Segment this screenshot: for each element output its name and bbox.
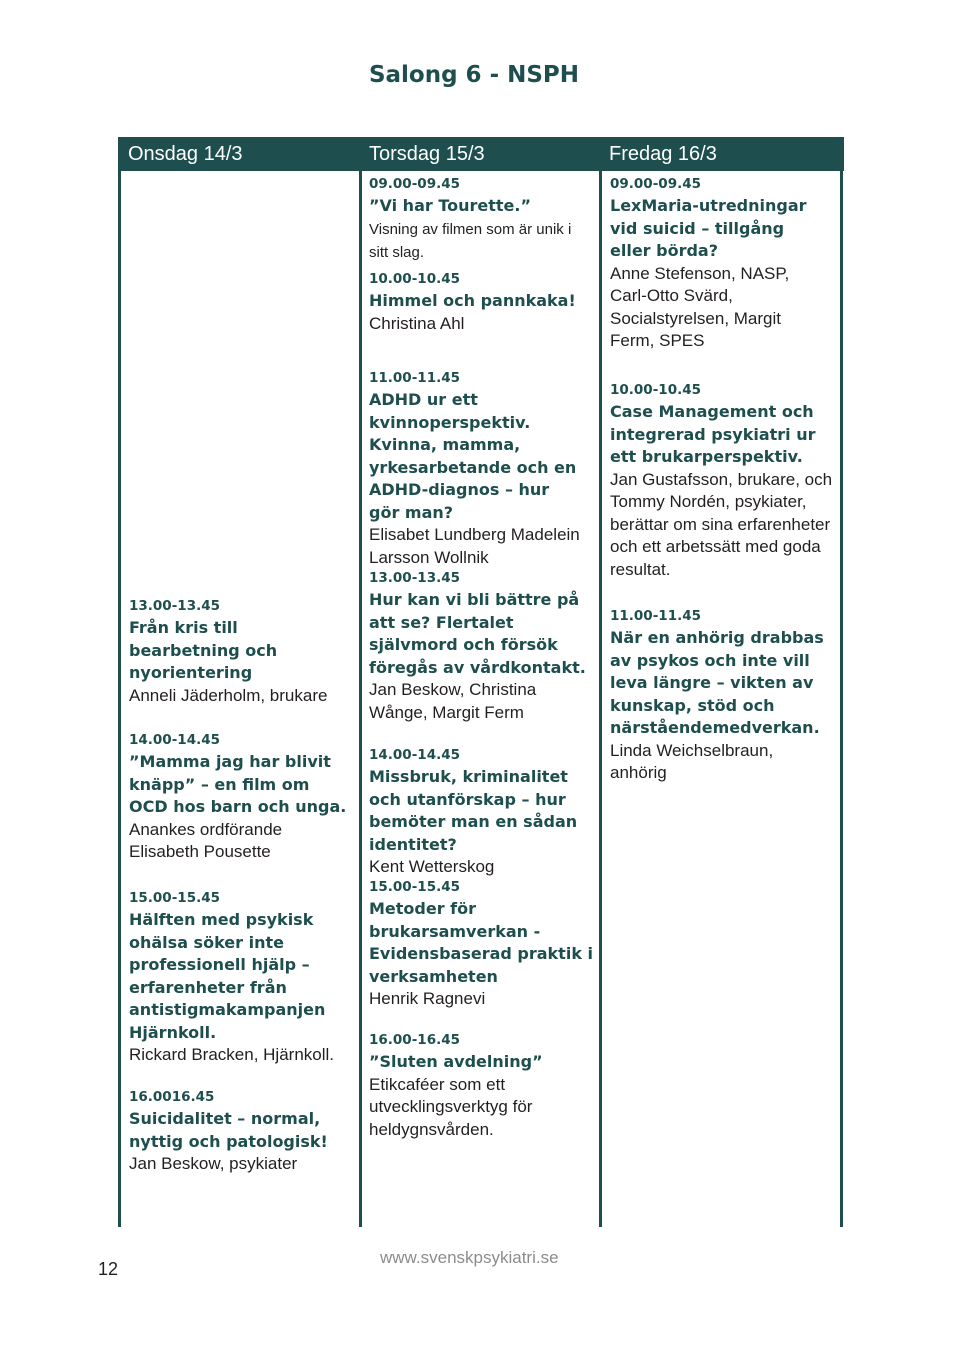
session-speakers: Christina Ahl (369, 313, 465, 333)
session (610, 173, 830, 353)
session-time: 15.00-15.45 (369, 879, 461, 895)
session-title: När en anhörig drabbas av psykos och inte vill leva längre – vikten av kunskap, stöd och närståendemedverkan. (610, 628, 824, 737)
session-time: 13.00-13.45 (129, 598, 221, 614)
column-divider (359, 137, 362, 1227)
session-speakers: Rickard Bracken, Hjärnkoll. (129, 1045, 335, 1064)
column-divider (840, 137, 843, 1227)
day-header-thursday: Torsdag 15/3 (369, 143, 485, 165)
session-time: 16.00-16.45 (369, 1032, 461, 1048)
session (369, 1029, 579, 1141)
session-title: Missbruk, kriminalitet och utanförskap – hur bemöter man en sådan identitet? (369, 767, 578, 854)
day-header-friday: Fredag 16/3 (609, 143, 717, 165)
session-title: ”Mamma jag har blivit knäpp” – en film om OCD hos barn och unga. (129, 752, 347, 816)
column-divider (118, 137, 121, 1227)
session-title: Metoder för brukarsamverkan - Evidensbaserad praktik i verksamheten (369, 899, 594, 986)
session (369, 744, 599, 879)
session-speakers: Jan Beskow, psykiater (129, 1154, 298, 1173)
session-speakers: Anne Stefenson, NASP, Carl-Otto Svärd, Socialstyrelsen, Margit Ferm, SPES (610, 263, 790, 350)
session (610, 605, 835, 785)
session-time: 14.00-14.45 (369, 747, 461, 763)
session-time: 09.00-09.45 (610, 176, 702, 192)
session (610, 379, 840, 581)
session-time: 10.00-10.45 (369, 271, 461, 287)
session-title: Från kris till bearbetning och nyorientering (129, 618, 278, 682)
session-title: ”Vi har Tourette.” (369, 196, 531, 215)
session-time: 15.00-15.45 (129, 890, 221, 906)
session-speakers: Jan Gustafsson, brukare, och Tommy Nordén, psykiater, berättar om sina erfarenheter och ett arbetssätt med goda resultat. (610, 469, 833, 579)
session-title: ”Sluten avdelning” (369, 1052, 543, 1071)
session-speakers: Anneli Jäderholm, brukare (129, 685, 328, 705)
session-title: Case Management och integrerad psykiatri ur ett brukarperspektiv. (610, 402, 816, 466)
session-title: LexMaria-utredningar vid suicid – tillgång eller börda? (610, 196, 807, 260)
session-speakers: Jan Beskow, Christina Wånge, Margit Ferm (369, 680, 537, 722)
session-speakers: Henrik Ragnevi (369, 989, 486, 1008)
day-header-wednesday: Onsdag 14/3 (128, 143, 243, 165)
session (369, 876, 594, 1011)
session (369, 567, 599, 724)
session-speakers: Visning av filmen som är unik i sitt slag. (369, 220, 572, 261)
session-time: 10.00-10.45 (610, 382, 702, 398)
session-speakers: Anankes ordförande Elisabeth Pousette (129, 819, 283, 861)
session (129, 1086, 351, 1176)
session-title: Himmel och pannkaka! (369, 291, 576, 310)
session-title: Hur kan vi bli bättre på att se? Flertalet självmord och försök föregås av vårdkontakt. (369, 590, 586, 677)
session (129, 729, 351, 864)
page-number: 12 (98, 1259, 119, 1279)
session-time: 14.00-14.45 (129, 732, 221, 748)
session-title: ADHD ur ett kvinnoperspektiv. Kvinna, mamma, yrkesarbetande och en ADHD-diagnos – hur gör man? (369, 390, 577, 522)
session-speakers: Kent Wetterskog (369, 857, 495, 876)
schedule-header (118, 137, 844, 171)
session-speakers: Linda Weichselbraun, anhörig (610, 740, 774, 782)
session-time: 09.00-09.45 (369, 176, 461, 192)
session (369, 173, 584, 265)
column-divider (599, 137, 602, 1227)
session (129, 887, 351, 1067)
session-time: 13.00-13.45 (369, 570, 461, 586)
session-title: Hälften med psykisk ohälsa söker inte professionell hjälp – erfarenheter från antistigmakampanjen Hjärnkoll. (129, 910, 326, 1042)
session (369, 367, 584, 569)
session-time: 16.0016.45 (129, 1089, 215, 1105)
session-speakers: Elisabet Lundberg Madelein Larsson Wollnik (369, 525, 580, 567)
session-title: Suicidalitet – normal, nyttig och patologisk! (129, 1109, 328, 1151)
website-url: www.svenskpsykiatri.se (380, 1248, 559, 1267)
session-time: 11.00-11.45 (369, 370, 461, 386)
session-speakers: Etikcaféer som ett utvecklingsverktyg för heldygnsvården. (369, 1074, 533, 1139)
session (129, 595, 351, 707)
page-title: Salong 6 - NSPH (368, 62, 580, 88)
session (369, 268, 599, 335)
session-time: 11.00-11.45 (610, 608, 702, 624)
